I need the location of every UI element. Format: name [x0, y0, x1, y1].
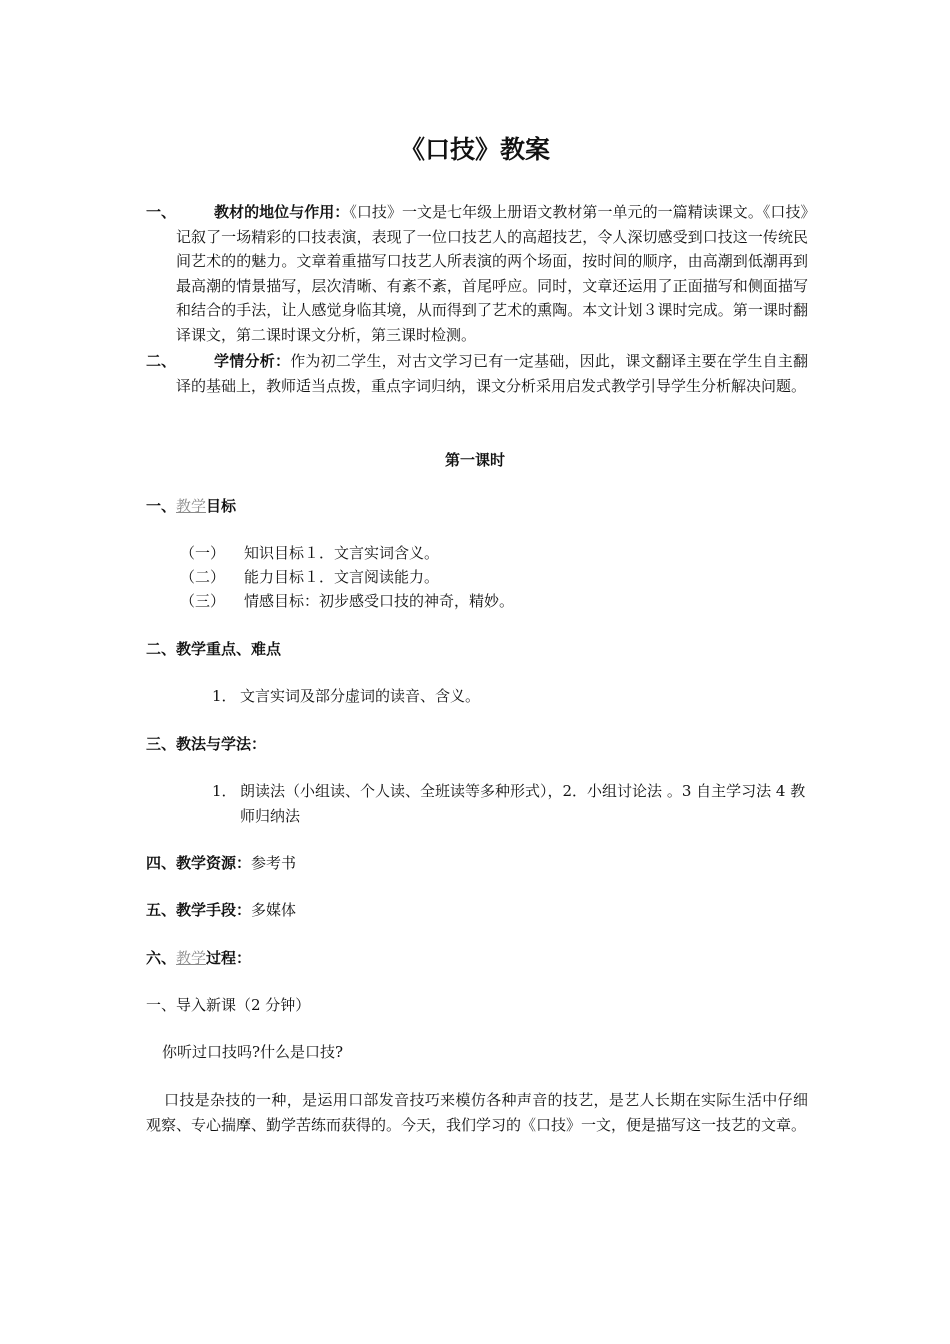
section-text: 《口技》一文是七年级上册语文教材第一单元的一篇精读课文。《口技》记叙了一场精彩的口技表演，表现了一位口技艺人的高超技艺，令人深切感受到口技这一传统民间艺术的的魅力。文章着重描写口技艺人所表演的两个场面，按时间的顺序，由高潮到低潮再到最高潮的情景描写，层次清晰、有紊不紊，首尾呼应。同时，文章还运用了正面描写和侧面描写和结合的手法，让人感觉身临其境，从而得到了艺术的熏陶。本文计划３课时完成。第一课时翻译课文，第二课时课文分析，第三课时检测。: [176, 203, 808, 344]
item-text: 文言实词及部分虚词的读音、含义。: [240, 687, 481, 705]
heading-means: [146, 898, 296, 923]
goal-number: （一）: [180, 544, 226, 562]
goal-number: （三）: [180, 592, 226, 610]
document-title: 《口技》教案: [399, 135, 550, 164]
heading-methods: 三、教法与学法：: [146, 735, 267, 753]
goal-item: [180, 541, 439, 566]
section-student-analysis: [146, 349, 808, 398]
goal-text: 情感目标：初步感受口技的神奇，精妙。: [244, 592, 515, 610]
goal-text: 能力目标１．文言阅读能力。: [244, 568, 440, 586]
step-intro-heading: 一、导入新课（2 分钟）: [146, 996, 311, 1014]
section-number: 一、: [146, 203, 177, 221]
heading-label: 四、教学资源：: [146, 854, 252, 872]
section-number: 二、: [146, 352, 177, 370]
section-label: 教材的地位与作用：: [214, 203, 350, 221]
heading-resources: [146, 851, 296, 876]
intro-question: 你听过口技吗?什么是口技?: [162, 1043, 344, 1061]
section-body: [176, 200, 808, 347]
heading-process: [146, 946, 251, 971]
goal-number: （二）: [180, 568, 226, 586]
goal-item: [180, 589, 514, 614]
section-label: 学情分析：: [214, 352, 291, 370]
heading-key-points: 二、教学重点、难点: [146, 640, 282, 658]
item-text: 朗读法（小组读、个人读、全班读等多种形式），2．小组讨论法 。3 自主学习法 4 教师归纳法: [240, 782, 806, 825]
intro-paragraph: 口技是杂技的一种，是运用口部发音技巧来模仿各种声音的技艺，是艺人长期在实际生活中仔细观察、专心揣摩、勤学苦练而获得的。今天，我们学习的《口技》一文，便是描写这一技艺的文章。: [146, 1091, 808, 1134]
key-point-item: [212, 684, 808, 709]
heading-suffix: 目标: [206, 497, 237, 515]
goal-item: [180, 565, 439, 590]
section-text: 作为初二学生，对古文学习已有一定基础，因此，课文翻译主要在学生自主翻译的基础上，教师适当点拨，重点字词归纳，课文分析采用启发式教学引导学生分析解决问题。: [176, 352, 808, 395]
section-body: [176, 349, 808, 398]
heading-prefix: 一、: [146, 497, 177, 515]
item-number: 1．: [212, 687, 237, 705]
heading-value: 多媒体: [251, 901, 297, 919]
heading-value: 参考书: [251, 854, 297, 872]
teaching-link[interactable]: 教学: [176, 949, 207, 967]
teaching-link[interactable]: 教学: [176, 497, 207, 515]
section-textbook-role: [146, 200, 808, 347]
method-item: [212, 779, 808, 828]
heading-prefix: 六、: [146, 949, 177, 967]
heading-teaching-goals: [146, 494, 236, 519]
lesson-heading: 第一课时: [444, 451, 505, 469]
goal-text: 知识目标１．文言实词含义。: [244, 544, 440, 562]
heading-suffix: 过程：: [206, 949, 252, 967]
heading-label: 五、教学手段：: [146, 901, 252, 919]
item-number: 1．: [212, 782, 237, 800]
